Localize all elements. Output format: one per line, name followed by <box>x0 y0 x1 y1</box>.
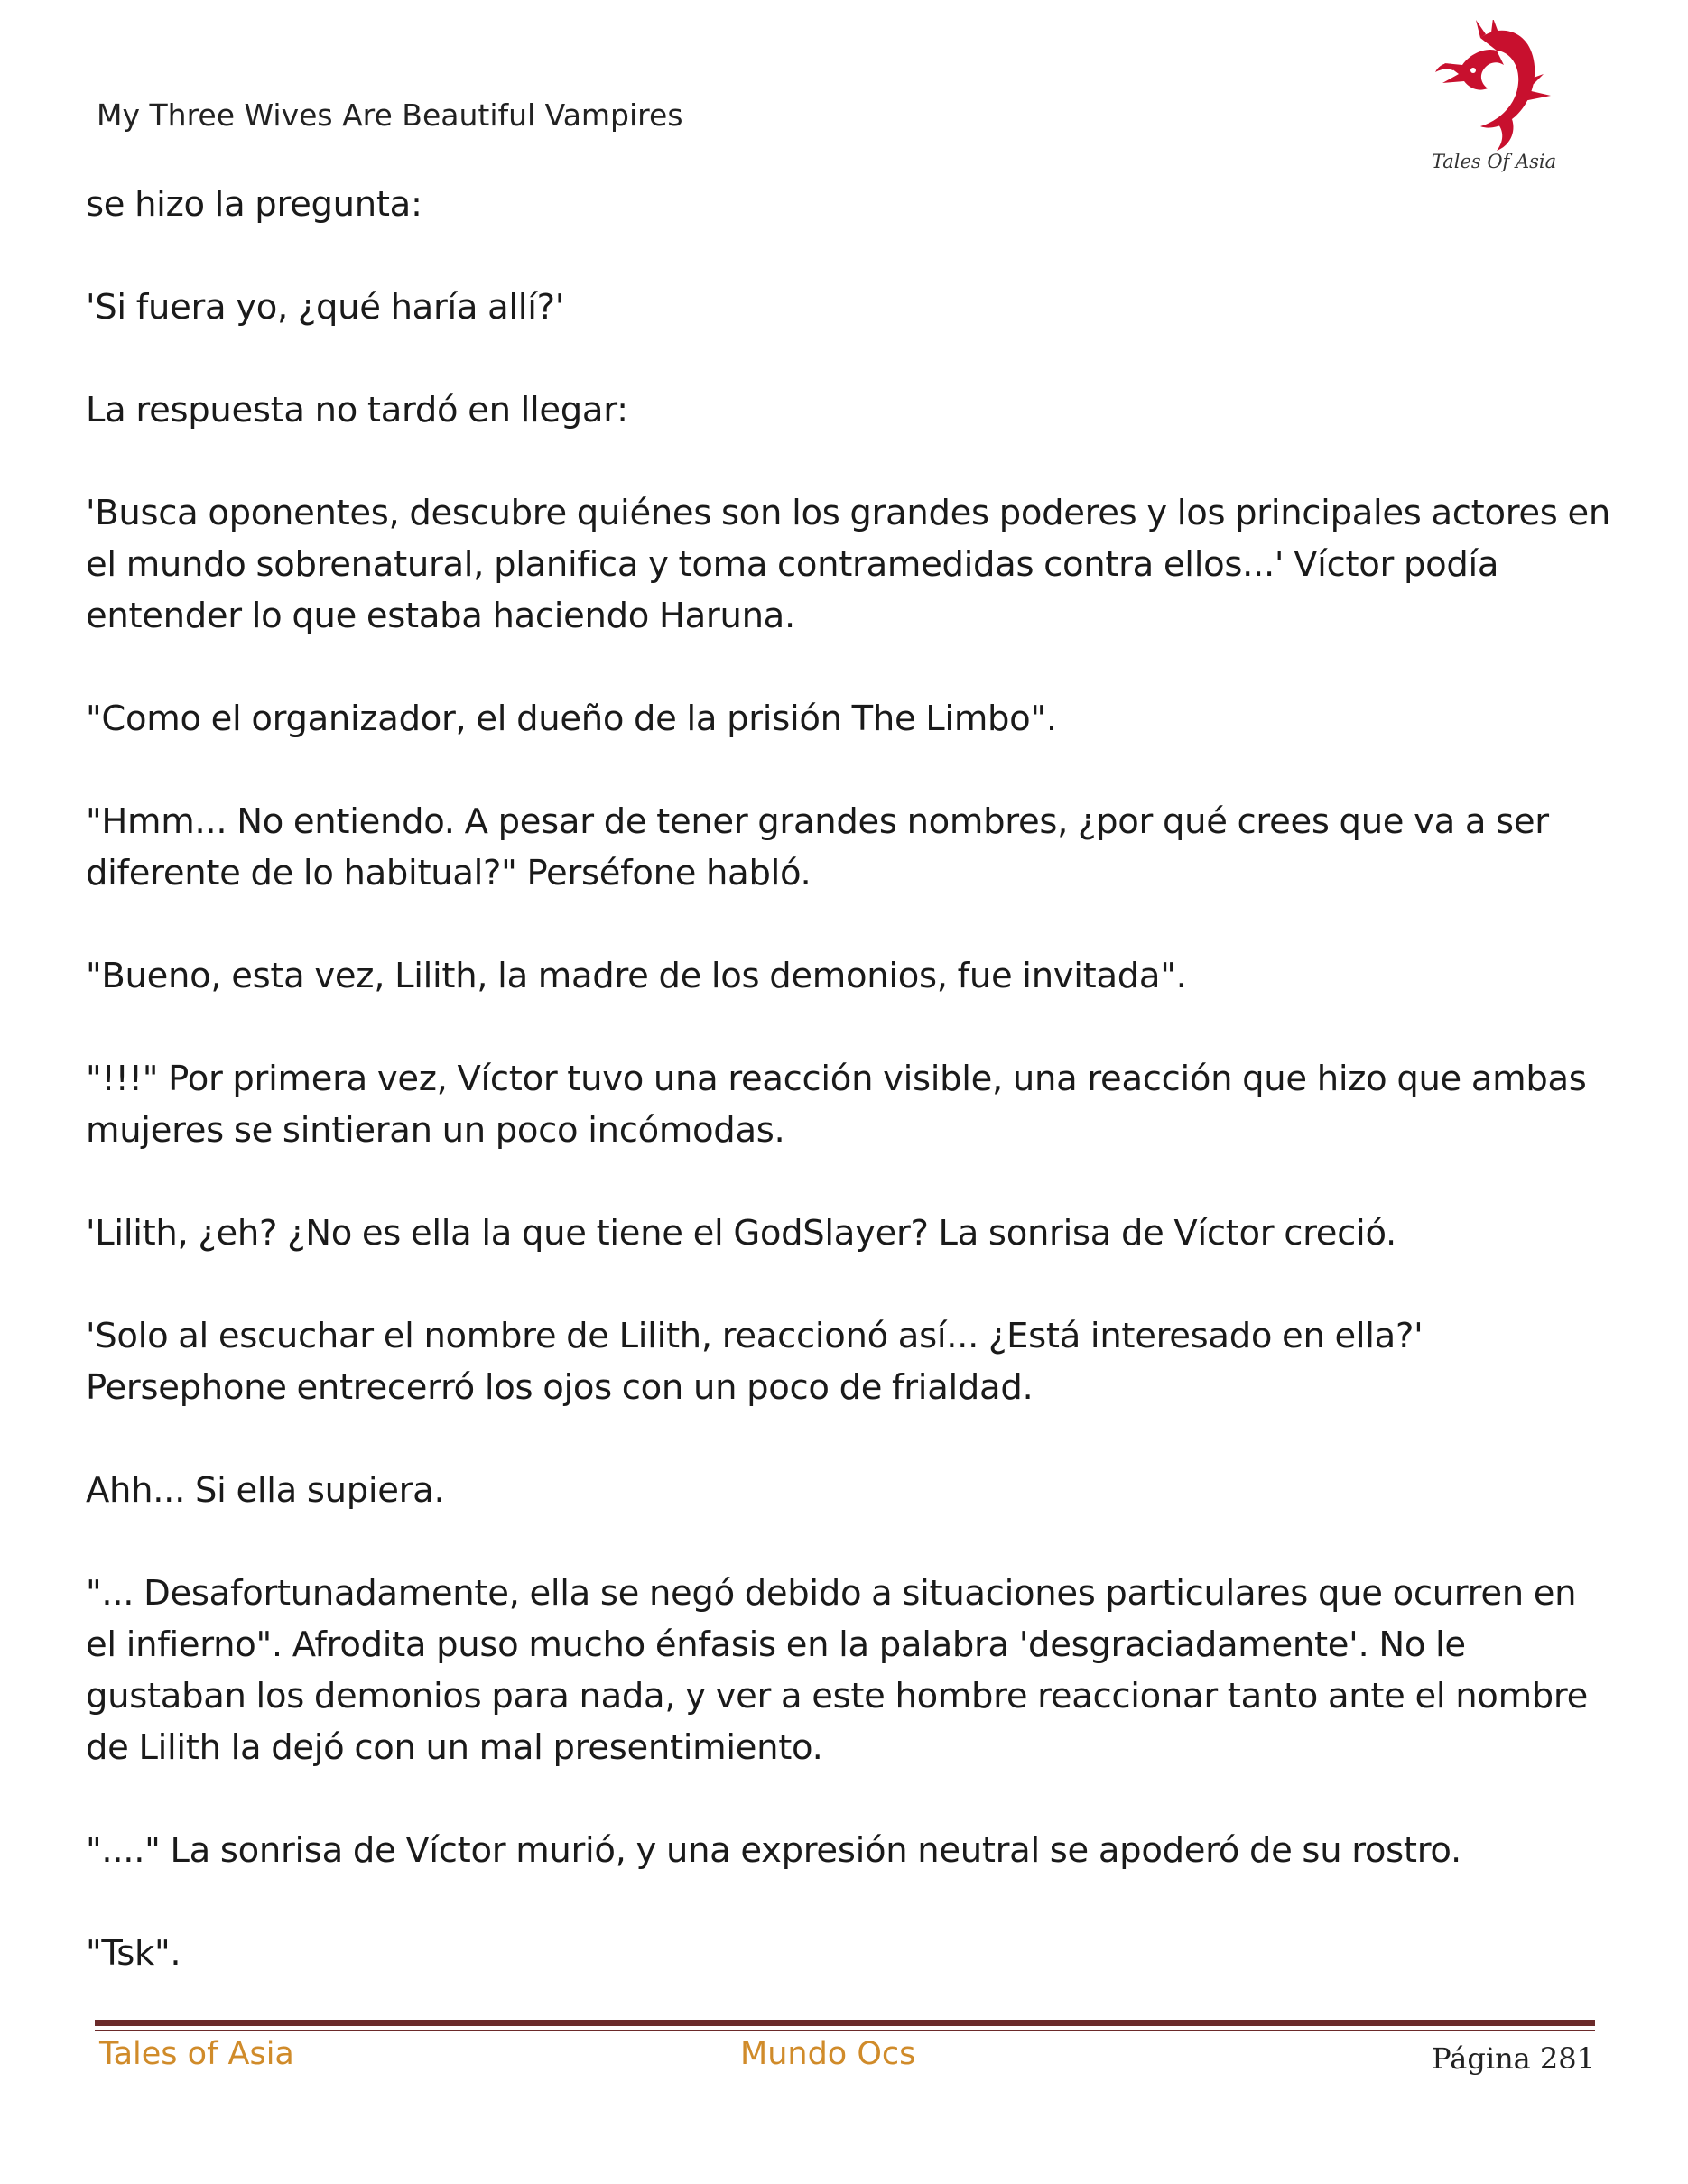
paragraph: "... Desafortunadamente, ella se negó debido a situaciones particulares que ocurren en el infierno". Afrodita puso mucho énfasis en la palabra 'desgraciadamente'. No le gustaban los demonios para nada, y ver a este hombre reaccionar tanto ante el nombre de Lilith la dejó con un mal presentimiento. <box>86 1573 1588 1768</box>
paragraph: 'Lilith, ¿eh? ¿No es ella la que tiene el GodSlayer? La sonrisa de Víctor creció. <box>86 1213 1396 1254</box>
paragraph: "Como el organizador, el dueño de la prisión The Limbo". <box>86 699 1057 739</box>
paragraph: 'Solo al escuchar el nombre de Lilith, reaccionó así... ¿Está interesado en ella?' Persephone entrecerró los ojos con un poco de frialdad. <box>86 1316 1424 1408</box>
footer-divider-thin <box>95 2030 1595 2031</box>
footer-divider-thick <box>95 2020 1595 2026</box>
page-body <box>86 179 1611 2031</box>
red-dragon-icon <box>1426 20 1562 155</box>
footer-section-name: Mundo Ocs <box>740 2036 916 2072</box>
paragraph: 'Si fuera yo, ¿qué haría allí?' <box>86 287 565 328</box>
paragraph: La respuesta no tardó en llegar: <box>86 390 628 430</box>
footer-site-name: Tales of Asia <box>99 2036 294 2072</box>
paragraph: 'Busca oponentes, descubre quiénes son los grandes poderes y los principales actores en el mundo sobrenatural, planifica y toma contramedidas contra ellos...' Víctor podía entender lo que estaba haciendo Haruna. <box>86 493 1610 636</box>
logo-text: Tales Of Asia <box>1431 151 1557 172</box>
page-header-title: My Three Wives Are Beautiful Vampires <box>97 97 683 133</box>
tales-of-asia-logo <box>1426 20 1562 182</box>
paragraph: "!!!" Por primera vez, Víctor tuvo una reacción visible, una reacción que hizo que ambas mujeres se sintieran un poco incómodas. <box>86 1059 1587 1151</box>
paragraph: "Bueno, esta vez, Lilith, la madre de los demonios, fue invitada". <box>86 956 1187 996</box>
paragraph: se hizo la pregunta: <box>86 184 422 225</box>
paragraph: "Hmm... No entiendo. A pesar de tener grandes nombres, ¿por qué crees que va a ser diferente de lo habitual?" Perséfone habló. <box>86 801 1549 893</box>
paragraph: "Tsk". <box>86 1933 181 1974</box>
paragraph: "...." La sonrisa de Víctor murió, y una expresión neutral se apoderó de su rostro. <box>86 1830 1461 1871</box>
paragraph: Ahh... Si ella supiera. <box>86 1470 445 1511</box>
footer-page-number: Página 281 <box>1432 2041 1595 2076</box>
